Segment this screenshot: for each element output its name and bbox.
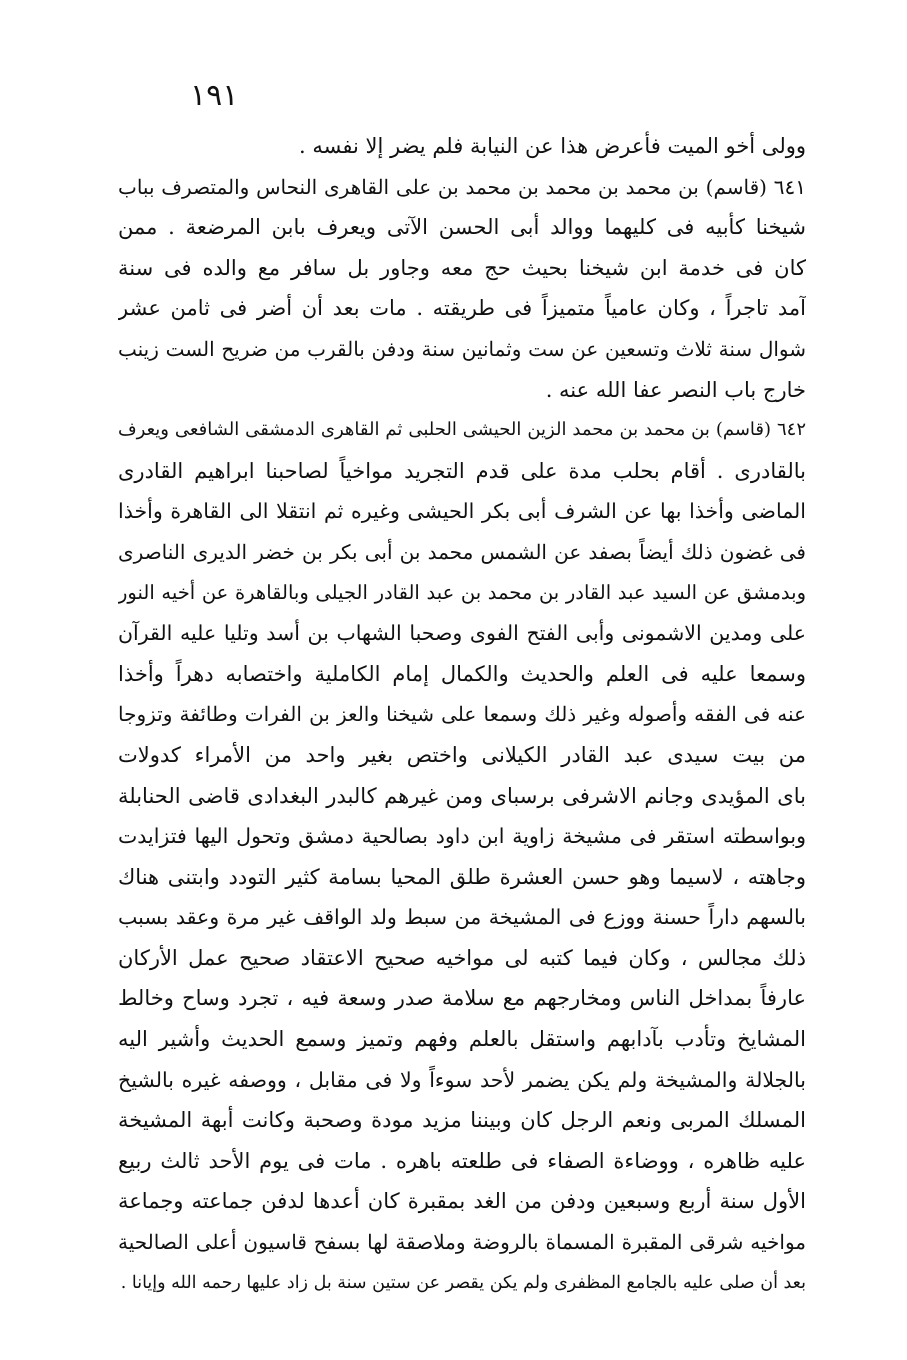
text-line: آمد تاجراً ، وكان عامياً متميزاً فى طريقته . مات بعد أن أضر فى ثامن عشر [118, 296, 806, 321]
text-line: بالقادرى . أقام بحلب مدة على قدم التجريد مواخياً لصاحبنا ابراهيم القادرى [118, 458, 806, 483]
text-line: وولى أخو الميت فأعرض هذا عن النيابة فلم يضر إلا نفسه . [299, 134, 806, 158]
text-line: بعد أن صلى عليه بالجامع المظفرى ولم يكن يقصر عن ستين سنة بل زاد عليها رحمه الله وإيانا . [120, 1272, 806, 1293]
text-line: المسلك المربى ونعم الرجل كان وبيننا مزيد مودة وصحبة وكانت أبهة المشيخة [118, 1108, 806, 1133]
text-line: شوال سنة ثلاث وتسعين عن ست وثمانين سنة ودفن بالقرب من ضريح الست زينب [118, 336, 806, 361]
text-line: عليه ظاهره ، ووضاءة الصفاء فى طلعته باهره . مات فى يوم الأحد ثالث ربيع [118, 1148, 806, 1173]
text-line: عنه فى الفقه وأصوله وغير ذلك وسمعا على شيخنا والعز بن الفرات وطائفة وتزوجا [118, 702, 806, 727]
text-line: بالجلالة والمشيخة ولم يكن يضمر لأحد سوءاً ولا فى مقابل ، ووصفه غيره بالشيخ [118, 1067, 806, 1092]
text-line: ٦٤٢ (قاسم) بن محمد بن محمد الزين الحيشى الحلبى ثم القاهرى الدمشقى الشافعى ويعرف [118, 419, 806, 441]
page-number: ١٩١ [190, 78, 239, 113]
text-line: وبدمشق عن السيد عبد القادر بن محمد بن عبد القادر الجيلى وبالقاهرة عن أخيه النور [118, 580, 806, 604]
text-line: عارفاً بمداخل الناس ومخارجهم مع سلامة صدر وسعة فيه ، تجرد وساح وخالط [118, 986, 806, 1011]
text-line: ذلك مجالس ، وكان فيما كتبه لى مواخيه صحيح الاعتقاد صحيح عمل الأركان [118, 945, 806, 970]
text-line: بالسهم داراً حسنة ووزع فى المشيخة من سبط ولد الواقف غير مرة وعقد بسبب [118, 905, 806, 930]
body-text [118, 126, 806, 1303]
text-line: شيخنا كأبيه فى كليهما ووالد أبى الحسن الآتى ويعرف بابن المرضعة . ممن [118, 215, 806, 240]
text-line: الأول سنة أربع وسبعين ودفن من الغد بمقبرة كان أعدها لدفن جماعته وجماعة [118, 1189, 806, 1214]
text-line: خارج باب النصر عفا الله عنه . [545, 377, 806, 402]
text-line: باى المؤيدى وجانم الاشرفى برسباى ومن غيرهم كالبدر البغدادى قاضى الحنابلة [118, 783, 806, 808]
text-line: ٦٤١ (قاسم) بن محمد بن محمد بن محمد بن على القاهرى النحاس والمتصرف بباب [118, 174, 806, 199]
text-line: على ومدين الاشمونى وأبى الفتح الفوى وصحبا الشهاب بن أسد وتليا عليه القرآن [118, 621, 806, 646]
text-line: مواخيه شرقى المقبرة المسماة بالروضة وملاصقة لها بسفح قاسيون أعلى الصالحية [118, 1230, 806, 1255]
text-line: من بيت سيدى عبد القادر الكيلانى واختص بغير واحد من الأمراء كدولات [118, 742, 806, 767]
text-line: وبواسطته استقر فى مشيخة زاوية ابن داود بصالحية دمشق وتحول اليها فتزايدت [118, 824, 806, 849]
text-line: كان فى خدمة ابن شيخنا بحيث حج معه وجاور بل سافر مع والده فى سنة [118, 255, 806, 280]
text-line: وسمعا عليه فى العلم والحديث والكمال إمام الكاملية واختصابه دهراً وأخذا [118, 661, 806, 686]
text-line: المشايخ وتأدب بآدابهم واستقل بالعلم وفهم وتميز وسمع الحديث وأشير اليه [118, 1027, 806, 1052]
text-line: وجاهته ، لاسيما وهو حسن العشرة طلق المحيا بسامة كثير التودد وابتنى هناك [118, 864, 806, 889]
text-line: فى غضون ذلك أيضاً بصفد عن الشمس محمد بن أبى بكر بن خضر الديرى الناصرى [118, 539, 806, 564]
text-line: الماضى وأخذا بها عن الشرف أبى بكر الحيشى وغيره ثم انتقلا الى القاهرة وأخذا [118, 499, 806, 524]
